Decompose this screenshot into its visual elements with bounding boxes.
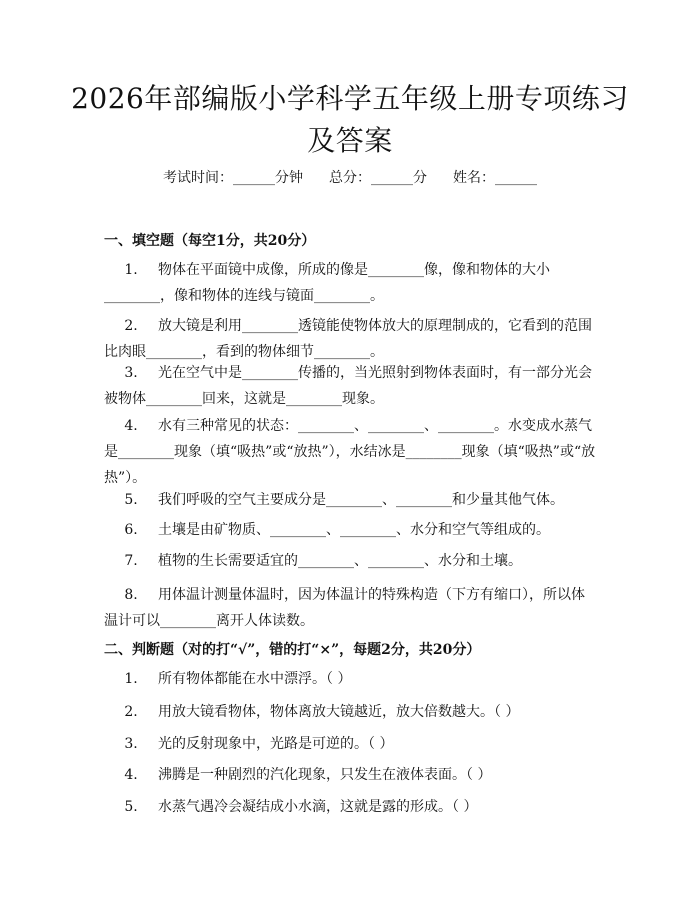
question-number: 8. [124,587,138,603]
fill-blank-question [104,257,598,309]
student-name-field: 姓名：______ [453,170,537,186]
question-text: 光的反射现象中，光路是可逆的。（ ） [158,736,394,752]
fill-blank-question [104,582,598,634]
question-number: 4. [124,767,138,783]
fill-blank-question [104,487,598,513]
fill-blank-question [104,517,598,543]
question-number: 1. [124,262,138,278]
question-number: 4. [124,418,138,434]
fill-blank-question [104,360,598,412]
true-false-question [104,668,598,690]
question-number: 5. [124,799,138,815]
question-number: 2. [124,704,138,720]
question-text: 沸腾是一种剧烈的汽化现象，只发生在液体表面。（ ） [158,767,492,783]
exam-meta-line [0,168,700,188]
question-number: 3. [124,365,138,381]
true-false-question [104,701,598,723]
question-number: 6. [124,522,138,538]
question-text: 物体在平面镜中成像，所成的像是________像，像和物体的大小________，像和物体的连线与镜面________。 [104,262,550,304]
question-text: 土壤是由矿物质、________、________、水分和空气等组成的。 [158,522,550,538]
exam-time-field: 考试时间：______分钟 [163,170,303,186]
question-text: 用体温计测量体温时，因为体温计的特殊构造（下方有缩口），所以体温计可以________离开人体读数。 [104,587,585,629]
question-text: 我们呼吸的空气主要成分是________、________和少量其他气体。 [158,492,564,508]
question-text: 水有三种常见的状态：________、________、________。水变成水蒸气是________现象（填“吸热”或“放热”），水结冰是________现象（填“吸热”或“放热”）。 [104,418,596,486]
section-heading-fill-blank: 一、填空题（每空1分，共20分） [104,233,316,249]
true-false-question [104,764,598,786]
question-number: 7. [124,553,138,569]
question-text: 用放大镜看物体，物体离放大镜越近，放大倍数越大。（ ） [158,704,520,720]
true-false-question [104,796,598,818]
total-score-field: 总分：______分 [329,170,427,186]
question-number: 1. [124,671,138,687]
fill-blank-question [104,548,598,574]
question-text: 光在空气中是________传播的，当光照射到物体表面时，有一部分光会被物体________回来，这就是________现象。 [104,365,592,407]
fill-blank-question [104,313,598,365]
question-number: 2. [124,318,138,334]
fill-blank-question [104,413,598,491]
question-text: 所有物体都能在水中漂浮。（ ） [158,671,352,687]
question-text: 放大镜是利用________透镜能使物体放大的原理制成的，它看到的范围比肉眼________，看到的物体细节________。 [104,318,592,360]
question-number: 5. [124,492,138,508]
page-title: 2026年部编版小学科学五年级上册专项练习及答案 [71,82,629,157]
question-text: 水蒸气遇冷会凝结成小水滴，这就是露的形成。（ ） [158,799,478,815]
true-false-question [104,733,598,755]
question-text: 植物的生长需要适宜的________、________、水分和土壤。 [158,553,522,569]
question-number: 3. [124,736,138,752]
section-heading-true-false: 二、判断题（对的打“√”，错的打“×”，每题2分，共20分） [104,642,481,658]
